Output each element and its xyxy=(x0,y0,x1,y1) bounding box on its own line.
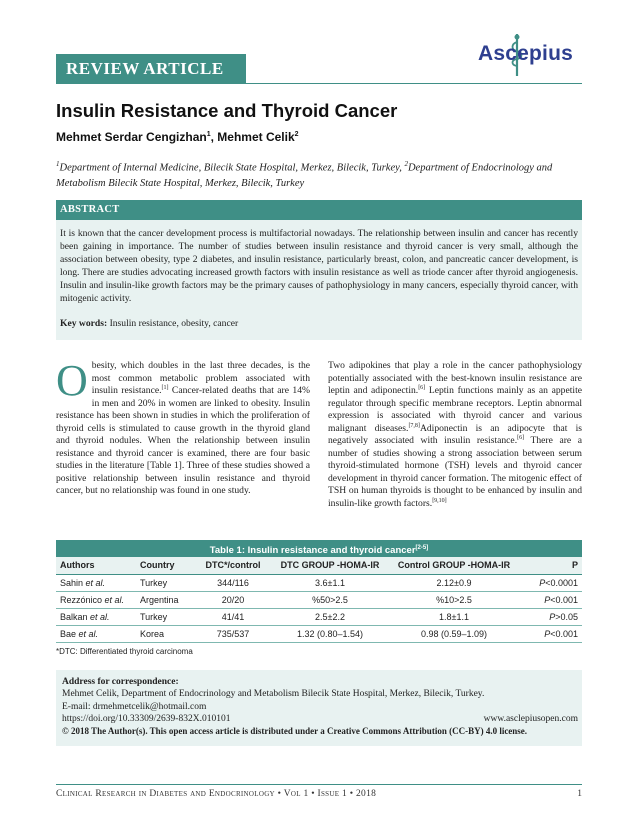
correspondence-address: Mehmet Celik, Department of Endocrinology and Metabolism Bilecik State Hospital, Merkez, Bilecik, Turkey. xyxy=(62,689,485,700)
affiliation-marker: 2 xyxy=(294,131,299,138)
table-footnote: *DTC: Differentiated thyroid carcinoma xyxy=(56,646,193,656)
keywords-label: Key words: xyxy=(60,318,108,329)
dtc-homa-cell: 2.5±2.2 xyxy=(270,608,390,625)
publisher-logo xyxy=(474,30,584,80)
citation-link[interactable]: [6] xyxy=(418,384,426,391)
footer-divider xyxy=(56,784,582,785)
affiliation-text: Department of Endocrinology and Metabolism Bilecik State Hospital, Merkez, Bilecik, Turkey xyxy=(56,162,553,189)
control-homa-cell: 0.98 (0.59–1.09) xyxy=(390,625,518,642)
table-1 xyxy=(56,540,582,656)
table-row xyxy=(56,574,582,591)
citation-link[interactable]: [9,10] xyxy=(432,497,447,504)
body-text: There are a number of studies showing a strong association between serum thyroid-stimulated hormone (TSH) levels and thyroid cancer development in thyroid cancer formation. The mitogenic effect of TSH on human thyroids is thought to be enhanced by insulin and insulin-like growth factors. xyxy=(328,435,582,510)
correspondence-email[interactable]: E-mail: drmehmetcelik@hotmail.com xyxy=(62,701,207,712)
affiliation-marker: 1 xyxy=(56,160,60,168)
abstract-panel xyxy=(56,200,582,340)
table-caption-text: Table 1: Insulin resistance and thyroid cancer xyxy=(209,545,416,557)
table-row xyxy=(56,625,582,642)
article-type-banner: REVIEW ARTICLE xyxy=(56,54,246,84)
country-cell: Turkey xyxy=(136,574,196,591)
body-text: Leptin functions mainly as an appetite regulator through specific membrane receptors. Leptin abnormal expression is associated with thyroid cancer and various malignant diseases. xyxy=(328,385,582,434)
column-header: DTC*/control xyxy=(196,557,270,574)
author-cell: Sahin et al. xyxy=(56,574,136,591)
ratio-cell: 344/116 xyxy=(196,574,270,591)
affiliations xyxy=(56,157,582,191)
table-row xyxy=(56,608,582,625)
author-name: Mehmet Celik xyxy=(217,130,295,144)
p-value-cell: P<0.001 xyxy=(518,625,582,642)
dtc-homa-cell: 3.6±1.1 xyxy=(270,574,390,591)
author-cell: Bae et al. xyxy=(56,625,136,642)
abstract-text: It is known that the cancer development process is multifactorial nowadays. The relationship between insulin and cancer has recently been gaining in importance. The number of studies between insulin resistance and thyroid cancer is very small, although the association between obesity, type 2 diabetes, and insulin resistance, particularly breast, colon, and pancreatic cancer development, is long. There are studies advocating increased growth factors with insulin resistance as well as triode cancer after thyroid angiogenesis. Insulin and insulin-like growth factors may be the primary causes of pathophysiology in many cancers, especially thyroid cancer, with mitogenic activity. xyxy=(60,228,578,305)
column-header: Control GROUP -HOMA-IR xyxy=(390,557,518,574)
p-value-cell: P<0.001 xyxy=(518,591,582,608)
logo-wordmark: Ascepius xyxy=(478,42,573,65)
control-homa-cell: 1.8±1.1 xyxy=(390,608,518,625)
table-header-row xyxy=(56,557,582,574)
column-header: Country xyxy=(136,557,196,574)
table-row xyxy=(56,591,582,608)
affiliation-marker: 1 xyxy=(206,131,211,138)
banner-divider xyxy=(246,83,582,84)
license-statement: © 2018 The Author(s). This open access article is distributed under a Creative Commons Attribution (CC-BY) 4.0 license. xyxy=(62,726,528,737)
control-homa-cell: %10>2.5 xyxy=(390,591,518,608)
dtc-homa-cell: 1.32 (0.80–1.54) xyxy=(270,625,390,642)
correspondence-panel xyxy=(56,670,582,746)
author-separator: , xyxy=(210,130,218,144)
affiliation-marker: 2 xyxy=(404,160,408,168)
abstract-heading: ABSTRACT xyxy=(56,200,582,220)
country-cell: Argentina xyxy=(136,591,196,608)
body-column-left xyxy=(56,356,310,498)
column-header: P xyxy=(518,557,582,574)
body-text: Adiponectin is an adipocyte that is negatively associated with insulin resistance. xyxy=(328,422,583,447)
affiliation-text: Department of Internal Medicine, Bilecik State Hospital, Merkez, Bilecik, Turkey, xyxy=(59,162,405,174)
p-value-cell: P>0.05 xyxy=(518,608,582,625)
control-homa-cell: 2.12±0.9 xyxy=(390,574,518,591)
drop-cap: O xyxy=(56,356,88,405)
ratio-cell: 20/20 xyxy=(196,591,270,608)
results-table xyxy=(56,557,582,643)
ratio-cell: 41/41 xyxy=(196,608,270,625)
page-footer xyxy=(56,789,582,799)
body-text: besity, which doubles in the last three decades, is the most common metabolic problem associated with insulin resistance. xyxy=(91,360,310,397)
doi-link[interactable]: https://doi.org/10.33309/2639-832X.010101 xyxy=(62,713,231,724)
body-text: Cancer-related deaths that are 14% in men and 20% in women are linked to obesity. Insulin resistance has been shown in studies in which the proliferation of thyroid cells is stimulated to cause growth in the thyroid gland and thyroid nodules. When the relationship between insulin resistance and thyroid cancer is examined, there are four basic studies in the literature [Table 1]. Three of these studies showed a positive relationship between insulin resistance and thyroid cancer, but no relationship was found in one study. xyxy=(56,385,310,497)
country-cell: Korea xyxy=(136,625,196,642)
keywords xyxy=(60,318,238,329)
citation-link[interactable]: [2-5] xyxy=(415,545,429,551)
table-caption xyxy=(56,540,582,557)
column-header: Authors xyxy=(56,557,136,574)
citation-link[interactable]: [1] xyxy=(161,384,169,391)
author-cell: Balkan et al. xyxy=(56,608,136,625)
article-title: Insulin Resistance and Thyroid Cancer xyxy=(56,100,398,121)
journal-info: Clinical Research in Diabetes and Endocrinology • Vol 1 • Issue 1 • 2018 xyxy=(56,789,377,799)
doi-row xyxy=(62,713,578,725)
column-header: DTC GROUP -HOMA-IR xyxy=(270,557,390,574)
citation-link[interactable]: [6] xyxy=(517,435,525,442)
dtc-homa-cell: %50>2.5 xyxy=(270,591,390,608)
author-name: Mehmet Serdar Cengizhan xyxy=(56,130,207,144)
correspondence-heading: Address for correspondence: xyxy=(62,677,179,687)
body-column-right xyxy=(328,360,582,511)
author-list xyxy=(56,130,299,144)
p-value-cell: P<0.0001 xyxy=(518,574,582,591)
body-text: Two adipokines that play a role in the cancer pathophysiology potentially associated with the best-known insulin resistance are leptin and adiponectin. xyxy=(328,360,582,397)
keywords-text: Insulin resistance, obesity, cancer xyxy=(107,318,239,329)
citation-link[interactable]: [7,8] xyxy=(408,422,420,429)
ratio-cell: 735/537 xyxy=(196,625,270,642)
website-link[interactable]: www.asclepiusopen.com xyxy=(483,713,578,724)
page-number: 1 xyxy=(577,789,582,799)
country-cell: Turkey xyxy=(136,608,196,625)
author-cell: Rezzónico et al. xyxy=(56,591,136,608)
